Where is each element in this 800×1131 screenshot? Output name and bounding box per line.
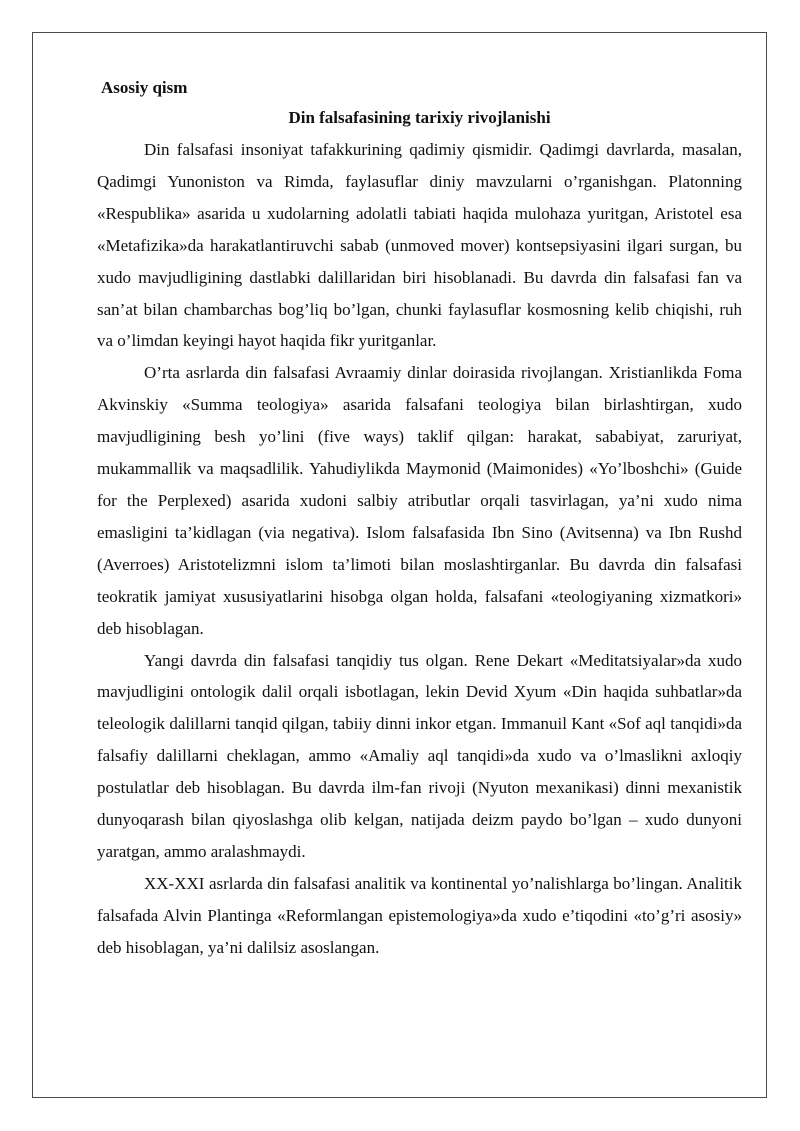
- paragraph-contemporary: XX-XXI asrlarda din falsafasi analitik va kontinental yo’nalishlarga bo’lingan. Analitik falsafada Alvin Plantinga «Reformlangan epistemologiya»da xudo e’tiqodini «to’g’ri asosiy» deb hisoblagan, ya’ni dalilsiz asoslangan.: [97, 873, 742, 957]
- section-label: Asosiy qism: [101, 78, 188, 97]
- paragraph-medieval: O’rta asrlarda din falsafasi Avraamiy dinlar doirasida rivojlangan. Xristianlikda Foma Akvinskiy «Summa teologiya» asarida falsafani teologiya bilan birlashtirgan, xudo mavjudligining besh yo’lini (five ways) taklif qilgan: harakat, sababiyat, zaruriyat, mukammallik va maqsadlilik. Yahudiylikda Maymonid (Maimonides) «Yo’lboshchi» (Guide for the Perplexed) asarida xudoni salbiy atributlar orqali tasvirlagan, ya’ni xudo nima emasligini ta’kidlagan (via negativa). Islom falsafasida Ibn Sino (Avitsenna) va Ibn Rushd (Averroes) Aristotelizmni islom ta’limoti bilan moslashtirganlar. Bu davrda din falsafasi teokratik jamiyat xususiyatlarini hisobga olgan holda, falsafani «teologiyaning xizmatkori» deb hisoblagan.: [97, 363, 742, 638]
- document-body: [97, 74, 742, 964]
- paragraph-ancient: Din falsafasi insoniyat tafakkurining qadimiy qismidir. Qadimgi davrlarda, masalan, Qadimgi Yunoniston va Rimda, faylasuflar diniy mavzularni o’rganishgan. Platonning «Respublika» asarida u xudolarning adolatli tabiati haqida mulohaza yuritgan, Aristotel esa «Metafizika»da harakatlantiruvchi sabab (unmoved mover) kontsepsiyasini ilgari surgan, bu xudo mavjudligining dastlabki dalillaridan biri hisoblanadi. Bu davrda din falsafasi fan va san’at bilan chambarchas bog’liq bo’lgan, chunki faylasuflar kosmosning kelib chiqishi, ruh va o’limdan keyingi hayot haqida fikr yuritganlar.: [97, 140, 742, 351]
- document-title: Din falsafasining tarixiy rivojlanishi: [288, 108, 551, 127]
- paragraph-modern: Yangi davrda din falsafasi tanqidiy tus olgan. Rene Dekart «Meditatsiyalar»da xudo mavjudligini ontologik dalil orqali isbotlagan, lekin Devid Xyum «Din haqida suhbatlar»da teleologik dalillarni tanqid qilgan, tabiiy dinni inkor etgan. Immanuil Kant «Sof aql tanqidi»da falsafiy dalillarni cheklagan, ammo «Amaliy aql tanqidi»da xudo va o’lmaslikni axloqiy postulatlar deb hisoblagan. Bu davrda ilm-fan rivoji (Nyuton mexanikasi) dinni mexanistik dunyoqarash bilan qiyoslashga olib kelgan, natijada deizm paydo bo’lgan – xudo dunyoni yaratgan, ammo aralashmaydi.: [97, 650, 742, 861]
